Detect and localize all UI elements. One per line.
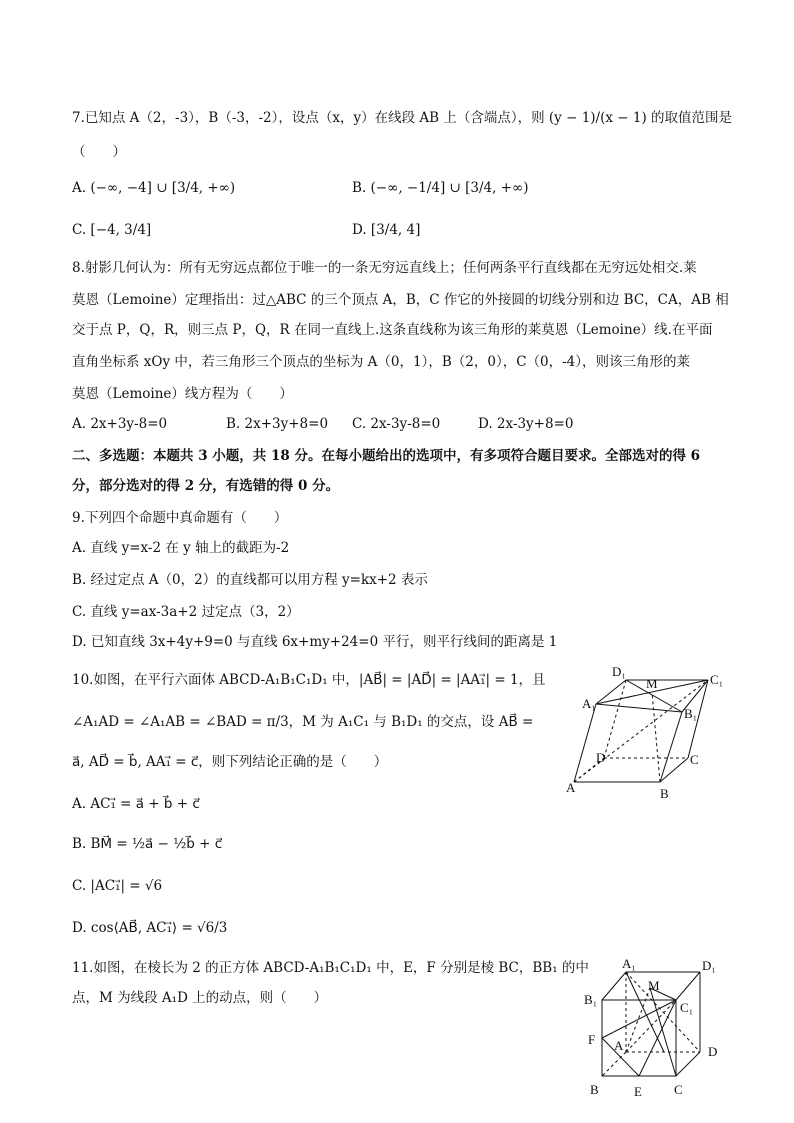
q10-label-d: D — [596, 750, 606, 765]
q10-label-c: C — [690, 752, 699, 767]
q10-option-a: A. AC₁⃗ = a⃗ + b⃗ + c⃗ — [72, 796, 200, 812]
q9-option-a: A. 直线 y=x-2 在 y 轴上的截距为-2 — [72, 540, 290, 556]
q9-option-b: B. 经过定点 A（0，2）的直线都可以用方程 y=kx+2 表示 — [72, 572, 428, 588]
q10-label-a: A — [566, 780, 576, 795]
q10-option-d: D. cos⟨AB⃗, AC₁⃗⟩ = √6/3 — [72, 920, 228, 936]
q9-option-c: C. 直线 y=ax-3a+2 过定点（3，2） — [72, 604, 300, 620]
q8-option-b: B. 2x+3y+8=0 — [226, 416, 329, 432]
q11-label-b1: B₁ — [584, 992, 598, 1007]
q7-option-c: C. [−4, 3/4] — [72, 222, 152, 238]
q11-label-d1: D₁ — [702, 958, 716, 973]
q11-label-c: C — [674, 1082, 683, 1097]
q9-stem: 9.下列四个命题中真命题有（ ） — [72, 510, 288, 526]
q8-line-3: 交于点 P，Q，R，则三点 P，Q，R 在同一直线上.这条直线称为该三角形的莱莫恩（Lemoine）线.在平面 — [72, 322, 713, 338]
section-2-heading-line-2: 分，部分选对的得 2 分，有选错的得 0 分。 — [72, 478, 340, 494]
q7-option-b: B. (−∞, −1/4] ∪ [3/4, +∞) — [352, 180, 529, 196]
q10-label-m: M — [646, 676, 658, 691]
q10-label-b: B — [660, 786, 669, 801]
q10-label-a1: A₁ — [582, 696, 596, 711]
q11-line-1: 11.如图，在棱长为 2 的正方体 ABCD-A₁B₁C₁D₁ 中，E，F 分别是棱 BC，BB₁ 的中 — [72, 960, 589, 976]
q10-option-c: C. |AC₁⃗| = √6 — [72, 878, 163, 894]
q8-line-4: 直角坐标系 xOy 中，若三角形三个顶点的坐标为 A（0，1），B（2，0），C（0，-4），则该三角形的莱 — [72, 354, 691, 370]
q9-option-d: D. 已知直线 3x+4y+9=0 与直线 6x+my+24=0 平行，则平行线间的距离是 1 — [72, 634, 558, 650]
q10-option-b: B. BM⃗ = ½a⃗ − ½b⃗ + c⃗ — [72, 836, 223, 852]
q10-line-3: a⃗, AD⃗ = b⃗, AA₁⃗ = c⃗，则下列结论正确的是（ ） — [72, 754, 388, 770]
q10-label-d1: D₁ — [612, 664, 626, 679]
q8-option-a: A. 2x+3y-8=0 — [72, 416, 168, 432]
q7-paren: （ ） — [72, 144, 126, 160]
q8-line-5: 莫恩（Lemoine）线方程为（ ） — [72, 386, 293, 402]
q8-line-1: 8.射影几何认为：所有无穷远点都位于唯一的一条无穷远直线上；任何两条平行直线都在无穷远处相交.莱 — [72, 260, 697, 276]
q8-option-d: D. 2x-3y+8=0 — [478, 416, 574, 432]
q11-label-a1: A₁ — [622, 956, 636, 971]
q11-label-a: A — [614, 1038, 624, 1053]
q10-line-2: ∠A₁AD = ∠A₁AB = ∠BAD = π/3，M 为 A₁C₁ 与 B₁D₁ 的交点，设 AB⃗ = — [72, 714, 534, 730]
q10-label-c1: C₁ — [710, 672, 724, 687]
q11-label-m: M — [648, 978, 660, 993]
q11-label-c1: C₁ — [680, 1000, 694, 1015]
q7-option-a: A. (−∞, −4] ∪ [3/4, +∞) — [72, 180, 236, 196]
q7-stem: 7.已知点 A（2，-3），B（-3，-2），设点（x，y）在线段 AB 上（含端点），则 (y − 1)/(x − 1) 的取值范围是 — [72, 110, 733, 126]
q11-label-b: B — [590, 1082, 599, 1097]
q10-label-b1: B₁ — [684, 706, 698, 721]
q8-line-2: 莫恩（Lemoine）定理指出：过△ABC 的三个顶点 A，B，C 作它的外接圆的切线分别和边 BC，CA，AB 相 — [72, 292, 729, 308]
section-2-heading-line-1: 二、多选题：本题共 3 小题，共 18 分。在每小题给出的选项中，有多项符合题目要求。全部选对的得 6 — [72, 448, 701, 464]
q8-option-c: C. 2x-3y-8=0 — [352, 416, 441, 432]
q11-line-2: 点，M 为线段 A₁D 上的动点，则（ ） — [72, 990, 328, 1006]
q7-option-d: D. [3/4, 4] — [352, 222, 421, 238]
q11-label-e: E — [634, 1084, 642, 1099]
q11-label-d: D — [708, 1044, 718, 1059]
q11-label-f: F — [588, 1032, 596, 1047]
q10-line-1: 10.如图，在平行六面体 ABCD-A₁B₁C₁D₁ 中，|AB⃗| = |AD⃗| = |AA₁⃗| = 1，且 — [72, 672, 546, 688]
